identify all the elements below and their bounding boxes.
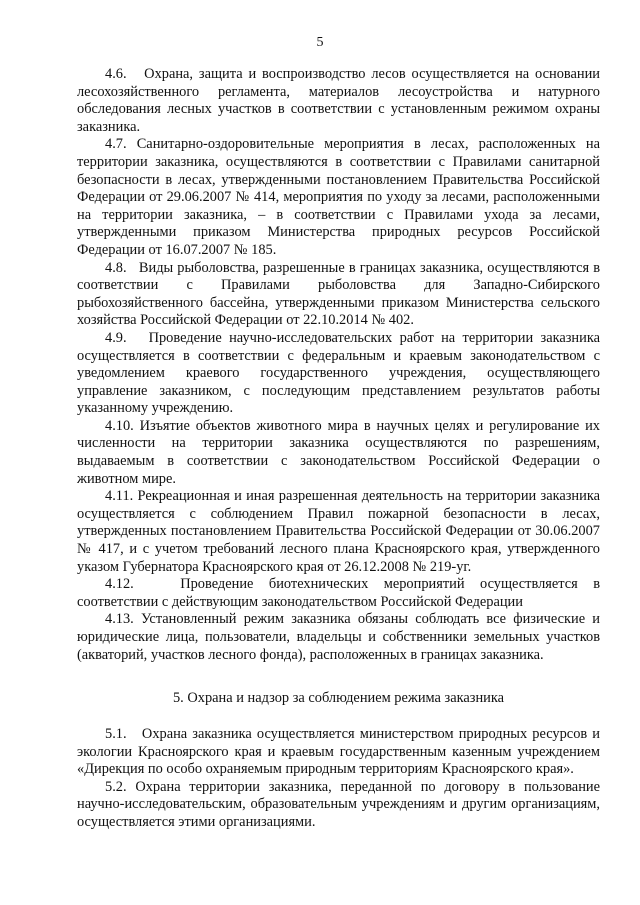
paragraph-4-10: 4.10. Изъятие объектов животного мира в научных целях и регулирование их численности на территории заказника осуществляются по разрешениям, выдаваемым в соответствии с законодательством Российской Федерации о животном мире.	[77, 417, 600, 487]
page-number: 5	[316, 35, 324, 50]
paragraph-5-1: 5.1. Охрана заказника осуществляется министерством природных ресурсов и экологии Красноярского края и краевым государственным казенным учреждением «Дирекция по особо охраняемым природным территориям Красноярского края».	[77, 726, 600, 778]
section-5-heading: 5. Охрана и надзор за соблюдением режима заказника	[172, 690, 505, 706]
paragraph-4-11: 4.11. Рекреационная и иная разрешенная деятельность на территории заказника осуществляется с соблюдением Правил пожарной безопасности в лесах, утвержденных постановлением Правительства Российской Федерации от 30.06.2007 № 417, и с учетом требований лесного плана Красноярского края, утвержденного указом Губернатора Красноярского края от 26.12.2008 № 219-уг.	[77, 488, 600, 575]
paragraph-4-8: 4.8. Виды рыболовства, разрешенные в границах заказника, осуществляются в соответствии с Правилами рыболовства для Западно-Сибирского рыбохозяйственного бассейна, утвержденными приказом Министерства сельского хозяйства Российской Федерации от 22.10.2014 № 402.	[77, 259, 600, 329]
paragraph-4-6: 4.6. Охрана, защита и воспроизводство лесов осуществляется на основании лесохозяйственного регламента, материалов лесоустройства и натурного обследования лесных участков в соответствии с установленным режимом охраны заказника.	[77, 66, 600, 135]
section-4-body	[77, 66, 600, 664]
paragraph-4-12: 4.12. Проведение биотехнических мероприятий осуществляется в соответствии с действующим законодательством Российской Федерации	[77, 576, 600, 610]
paragraph-4-7: 4.7. Санитарно-оздоровительные мероприятия в лесах, расположенных на территории заказника, осуществляются в соответствии с Правилами санитарной безопасности в лесах, утвержденными постановлением Правительства Российской Федерации от 29.06.2007 № 414, мероприятия по уходу за лесами, расположенными на территории заказника, – в соответствии с Правилами ухода за лесами, утвержденными приказом Министерства природных ресурсов Российской Федерации от 16.07.2007 № 185.	[77, 136, 600, 258]
paragraph-4-13: 4.13. Установленный режим заказника обязаны соблюдать все физические и юридические лица, пользователи, владельцы и собственники земельных участков (акваторий, участков лесного фонда), расположенных в границах заказника.	[77, 611, 600, 663]
paragraph-4-9: 4.9. Проведение научно-исследовательских работ на территории заказника осуществляется в соответствии с федеральным и краевым законодательством с уведомлением краевого государственного учреждения, осуществляющего управление заказником, с последующим представлением результатов работы указанному учреждению.	[77, 329, 600, 417]
section-5-body	[77, 726, 600, 832]
paragraph-5-2: 5.2. Охрана территории заказника, переданной по договору в пользование научно-исследовательским, образовательным учреждениям и другим организациям, осуществляется этими организациями.	[77, 778, 600, 830]
